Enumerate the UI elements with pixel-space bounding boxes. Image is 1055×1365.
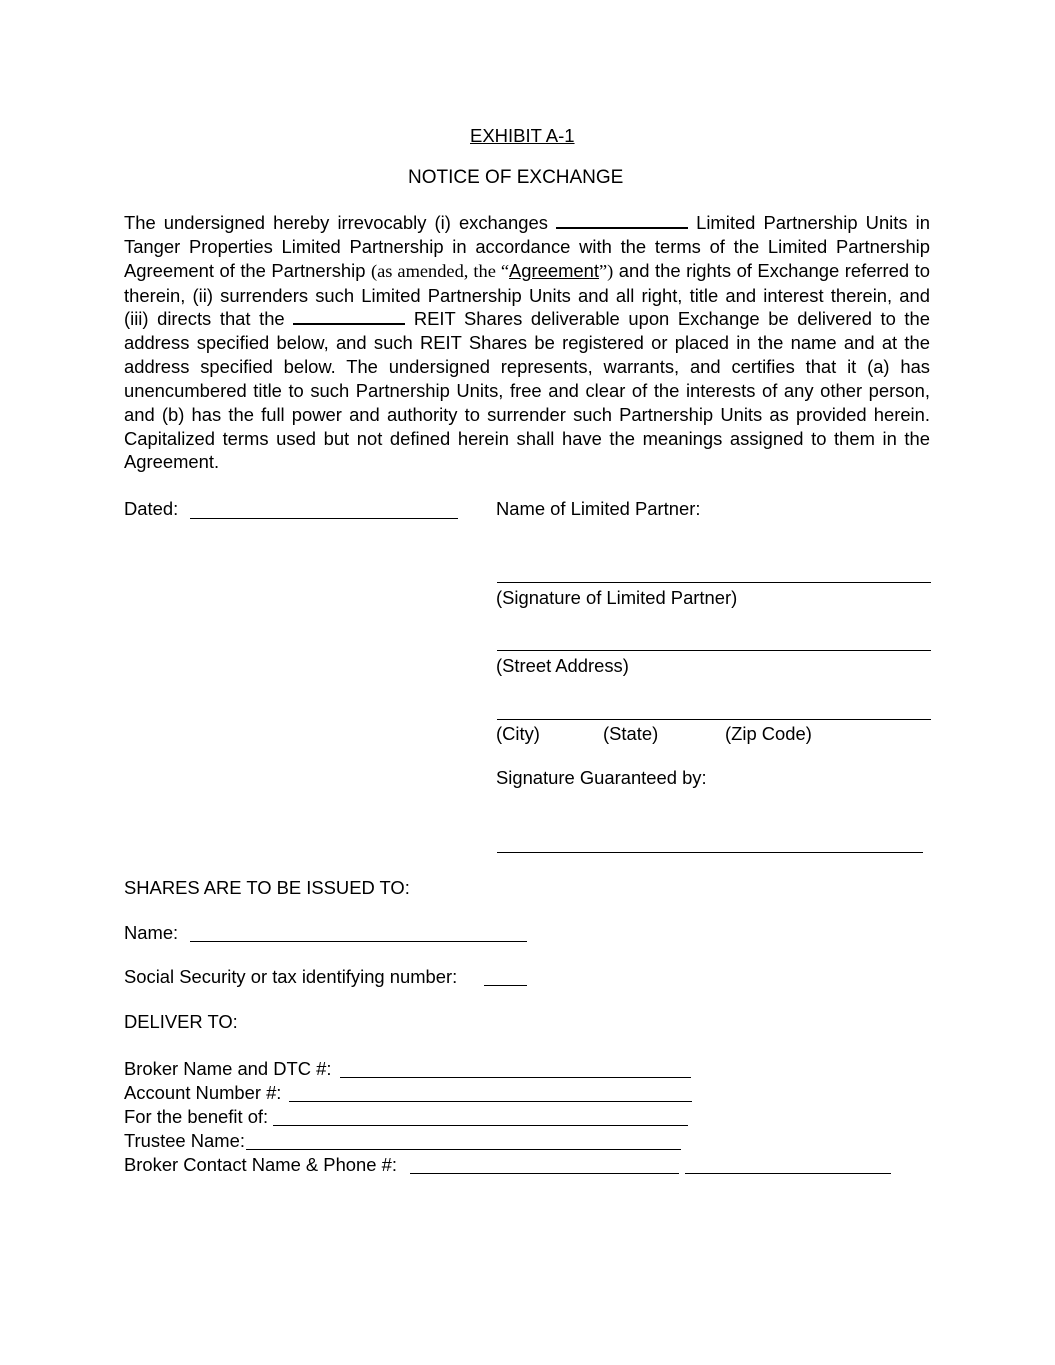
trustee-name-line[interactable] (246, 1149, 681, 1150)
ssn-label: Social Security or tax identifying number: (124, 966, 458, 987)
signature-line[interactable] (497, 582, 931, 583)
exhibit-label: EXHIBIT A-1 (470, 125, 575, 146)
signature-label: (Signature of Limited Partner) (496, 587, 738, 608)
agreement-term: Agreement (509, 259, 599, 281)
dated-line[interactable] (190, 518, 458, 519)
state-label: (State) (603, 723, 659, 744)
broker-name-line[interactable] (340, 1077, 691, 1078)
broker-phone-line[interactable] (685, 1173, 891, 1174)
body-paragraph (124, 211, 930, 474)
body-text-6: REIT Shares deliverable upon Exchange be delivered to the address specified below, and such REIT Shares be registered or placed in the name and at the address specified below. The undersigned represents, warrants, and certifies that it (a) has unencumbered title to such Partnership Units, free and clear of the interests of any other person, and (b) has the full power and authority to surrender such Partnership Units as provided herein. Capitalized terms used but not defined herein shall have the meanings assigned to them in the Agreement. (124, 308, 930, 473)
body-text-3: (as amended, the “ (370, 260, 510, 281)
body-text-5: and the rights of Exchange referred to therein, (ii) surrenders such Limited Partnership Units and all right, title and interest therein, and (iii) directs that the (124, 259, 930, 330)
account-number-label: Account Number #: (124, 1082, 282, 1103)
body-text-2: Limited Partnership Units in Tanger Properties Limited Partnership in accordance with the terms of the Limited Partnership Agreement of the Partnership (124, 212, 930, 281)
ssn-line[interactable] (484, 985, 527, 986)
benefit-of-line[interactable] (273, 1125, 688, 1126)
units-blank[interactable] (556, 213, 688, 229)
city-label: (City) (496, 723, 540, 744)
issue-name-line[interactable] (190, 941, 527, 942)
signature-guaranteed-line[interactable] (497, 852, 923, 853)
name-of-limited-partner-label: Name of Limited Partner: (496, 498, 701, 519)
trustee-name-label: Trustee Name: (124, 1130, 245, 1151)
benefit-of-label: For the benefit of: (124, 1106, 269, 1127)
dated-label: Dated: (124, 498, 179, 519)
shares-issued-heading: SHARES ARE TO BE ISSUED TO: (124, 877, 410, 898)
street-address-line[interactable] (497, 650, 931, 651)
city-state-zip-line[interactable] (497, 719, 931, 720)
deliver-to-heading: DELIVER TO: (124, 1011, 238, 1032)
broker-contact-label: Broker Contact Name & Phone #: (124, 1154, 397, 1175)
broker-name-label: Broker Name and DTC #: (124, 1058, 332, 1079)
account-number-line[interactable] (289, 1101, 692, 1102)
reit-shares-blank[interactable] (293, 309, 405, 325)
body-text-1: The undersigned hereby irrevocably (i) exchanges (124, 212, 548, 233)
issue-name-label: Name: (124, 922, 179, 943)
body-text-4: ”) (599, 260, 614, 281)
street-address-label: (Street Address) (496, 655, 629, 676)
signature-guaranteed-label: Signature Guaranteed by: (496, 767, 707, 788)
broker-contact-name-line[interactable] (410, 1173, 679, 1174)
page-title: NOTICE OF EXCHANGE (408, 167, 624, 188)
zip-code-label: (Zip Code) (725, 723, 812, 744)
